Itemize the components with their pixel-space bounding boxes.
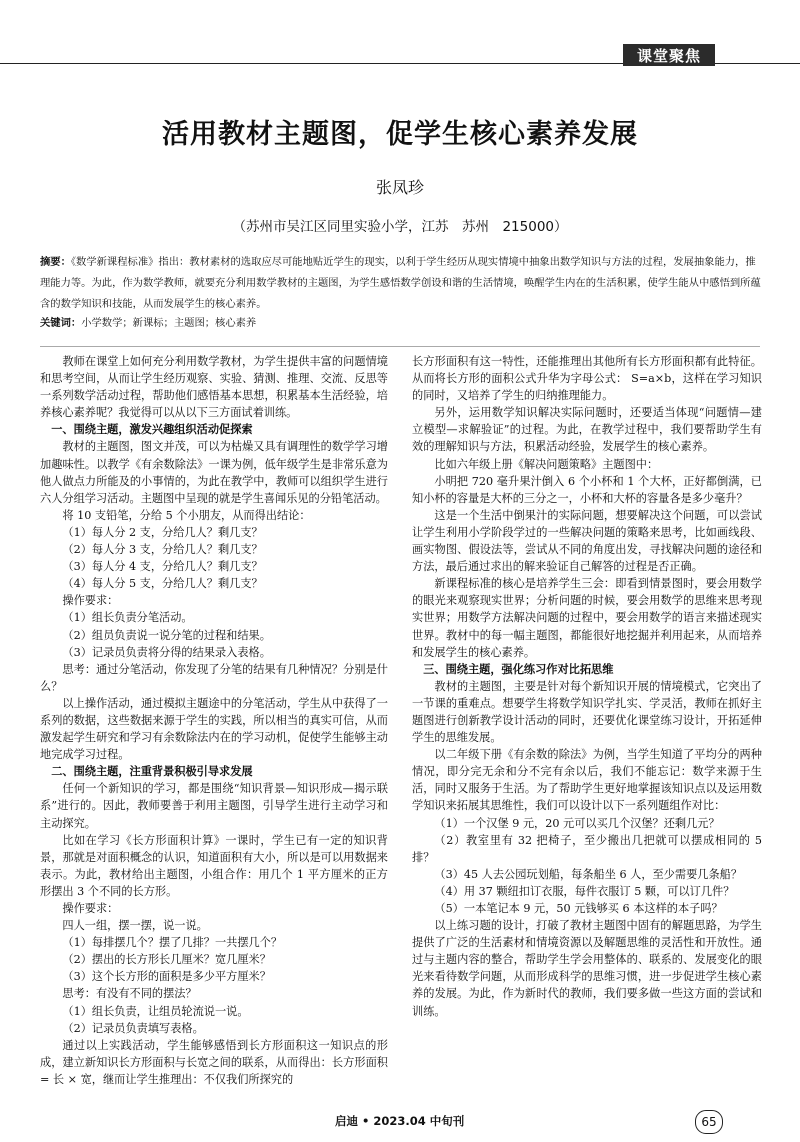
paragraph: 将 10 支铅笔，分给 5 个小朋友，从而得出结论： <box>62 508 311 522</box>
keywords-text: 小学数学；新课标；主题图；核心素养 <box>81 317 257 329</box>
right-column <box>412 353 762 1020</box>
paragraph: 教师在课堂上如何充分利用数学教材，为学生提供丰富的问题情境和思考空间，从而让学生经历观察、实验、猜测、推理、交流、反思等一系列数学活动过程，帮助他们感悟基本思想，积累基本生活经验，培养核心素养呢？我觉得可以从以下三方面试着训练。 <box>40 355 388 420</box>
paragraph: 以上操作活动，通过模拟主题途中的分笔活动，学生从中获得了一系列的数据，这些数据来源于学生的实践，所以相当的真实可信，从而激发起学生研究和学习有余数除法内在的学习动机，促使学生能够主动地完成学习过程。 <box>40 696 388 762</box>
paragraph: 教材的主题图，图文并茂，可以为枯燥又具有调理性的数学学习增加趣味性。以教学《有余数除法》一课为例，低年级学生是非常乐意为他人做点力所能及的小事情的，为此在教学中，教师可以组织学生进行六人分组学习活动。主题图中呈现的就是学生喜闻乐见的分铅笔活动。 <box>40 440 388 505</box>
paragraph: 操作要求： <box>62 902 119 915</box>
paragraph: 比如在学习《长方形面积计算》一课时，学生已有一定的知识背景，那就是对面积概念的认识，知道面积有大小，所以是可以用数据来表示。为此，教材给出主题图，小组合作：用几个 1 平方厘米的正方形摆出 3 个不同的长方形。 <box>40 833 388 898</box>
paragraph: （2）教室里有 32 把椅子，至少搬出几把就可以摆成相同的 5 排？ <box>412 833 762 864</box>
paragraph: （3）这个长方形的面积是多少平方厘米？ <box>62 970 271 984</box>
paragraph: （2）摆出的长方形长几厘米？宽几厘米？ <box>62 953 271 967</box>
paragraph: 以二年级下册《有余数的除法》为例，当学生知道了平均分的两种情况，即分完无余和分不完有余以后，我们不能忘记：数学来源于生活，同时又服务于生活。为了帮助学生更好地掌握该知识点以及运用数学知识来拓展其思维性，我们可以设计以下一系列题组作对比： <box>412 748 762 813</box>
section-heading: 三、围绕主题，强化练习作对比拓思维 <box>423 662 614 676</box>
paragraph: 长方形面积有这一特性，还能推理出其他所有长方形面积都有此特征。从而将长方形的面积公式升华为字母公式： S=a×b，这样在学习知识的同时，又培养了学生的归纳推理能力。 <box>412 355 762 403</box>
paragraph: 思考：通过分笔活动，你发现了分笔的结果有几种情况？分别是什么？ <box>40 662 388 693</box>
paragraph: （3）45 人去公园玩划船，每条船坐 6 人，至少需要几条船？ <box>434 867 743 881</box>
paragraph: （2）记录员负责填写表格。 <box>62 1021 204 1035</box>
paragraph: 任何一个新知识的学习，都是围绕“知识背景—知识形成—揭示联系”进行的。因此，教师要善于利用主题图，引导学生进行主动学习和主动探究。 <box>40 782 388 830</box>
journal-name: 启迪 • 2023.04 中旬刊 <box>335 1114 465 1128</box>
paragraph: （1）组长负责分笔活动。 <box>62 611 193 625</box>
section-divider <box>40 346 760 347</box>
paragraph: （2）每人分 3 支，分给几人？剩几支？ <box>62 543 263 557</box>
paragraph: 思考：有没有不同的摆法？ <box>62 987 197 1001</box>
paragraph: 以上练习题的设计，打破了教材主题图中固有的解题思路，为学生提供了广泛的生活素材和情境资源以及解题思维的灵活性和开放性。通过与主题内容的整合，帮助学生学会用整体的、联系的、发展变化的眼光来看待数学问题，从而形成科学的思维习惯，进一步促进学生核心素养的发展。为此，作为新时代的教师，我们要多做一些这方面的尝试和训练。 <box>412 919 762 1018</box>
paragraph: （1）一个汉堡 9 元，20 元可以买几个汉堡？还剩几元？ <box>434 816 720 830</box>
paragraph: 比如六年级上册《解决问题策略》主题图中： <box>434 457 659 471</box>
paragraph: （4）每人分 5 支，分给几人？剩几支？ <box>62 577 263 591</box>
paragraph: 四人一组，摆一摆，说一说。 <box>62 919 208 933</box>
paragraph: 通过以上实践活动，学生能够感悟到长方形面积这一知识点的形成，建立新知识长方形面积与长宽之间的联系，从而得出：长方形面积 = 长 × 宽，继而让学生推理出：不仅我们所探究的 <box>40 1038 388 1086</box>
keywords <box>40 313 762 333</box>
paragraph: 操作要求： <box>62 594 119 608</box>
paragraph: （1）组长负责，让组员轮流说一说。 <box>62 1004 249 1018</box>
section-heading: 二、围绕主题，注重背景积极引导求发展 <box>51 765 253 779</box>
keywords-label: 关键词： <box>40 317 82 329</box>
paragraph: 小明把 720 毫升果汁倒入 6 个小杯和 1 个大杯，正好都倒满，已知小杯的容量是大杯的三分之一，小杯和大杯的容量各是多少毫升？ <box>412 474 762 505</box>
paragraph: （5）一本笔记本 9 元，50 元钱够买 6 本这样的本子吗？ <box>434 902 723 915</box>
paragraph: （1）每人分 2 支，分给几人？剩几支？ <box>62 525 263 539</box>
paragraph: （3）每人分 4 支，分给几人？剩几支？ <box>62 560 263 574</box>
section-heading: 一、围绕主题，激发兴趣组织活动促探索 <box>51 423 253 437</box>
page-number: 65 <box>695 1110 723 1134</box>
paragraph: 新课程标准的核心是培养学生三会：即看到情景图时，要会用数学的眼光来观察现实世界；分析问题的时候，要会用数学的思维来思考现实世界；用数学方法解决问题的过程中，要会用数学的语言来描述现实世界。教材中的每一幅主题图，都能很好地挖掘并利用起来，从而培养和发展学生的核心素养。 <box>412 577 762 659</box>
paragraph: （3）记录员负责将分得的结果录入表格。 <box>62 645 271 659</box>
paragraph: （1）每排摆几个？摆了几排？一共摆几个？ <box>62 936 283 950</box>
abstract <box>40 252 762 315</box>
paragraph: （2）组员负责说一说分笔的过程和结果。 <box>62 628 271 642</box>
column-tag: 课堂聚焦 <box>623 44 715 66</box>
footer <box>0 1110 800 1140</box>
paragraph: 教材的主题图，主要是针对每个新知识开展的情境模式，它突出了一节课的重难点。想要学生将数学知识学扎实、学灵活，教师在抓好主题图进行创新教学设计活动的同时，还要优化课堂练习设计，开拓延伸学生的思维发展。 <box>412 679 762 745</box>
paragraph: 另外，运用数学知识解决实际问题时，还要适当体现“问题情—建立模型—求解验证”的过程。为此，在教学过程中，我们要帮助学生有效的理解知识与方法，积累活动经验，发展学生的核心素养。 <box>412 406 762 454</box>
affiliation: （苏州市吴江区同里实验小学，江苏 苏州 215000） <box>232 219 568 235</box>
left-column <box>40 353 388 1088</box>
author: 张凤珍 <box>375 178 424 197</box>
paragraph: 这是一个生活中倒果汁的实际问题，想要解决这个问题，可以尝试让学生利用小学阶段学过的一些解决问题的策略来思考，比如画线段、画实物图、假设法等，尝试从不同的角度出发，寻找解决问题的途径和方法，最后通过求出的解来验证自己解答的过程是否正确。 <box>412 508 762 574</box>
paragraph: （4）用 37 颗纽扣订衣服，每件衣服订 5 颗，可以订几件？ <box>434 884 735 898</box>
abstract-text: 《数学新课程标准》指出：教材素材的选取应尽可能地贴近学生的现实，以利于学生经历从现实情境中抽象出数学知识与方法的过程，发展抽象能力，推理能力等。为此，作为数学教师，就要充分利用数学教材的主题图，为学生感悟数学创设和谐的生活情境，唤醒学生内在的生活积累，使学生能从中感悟到所蕴含的数学知识和技能，从而发展学生的核心素养。 <box>40 256 761 310</box>
abstract-label: 摘要： <box>40 256 71 268</box>
article-title: 活用教材主题图，促学生核心素养发展 <box>162 119 638 150</box>
